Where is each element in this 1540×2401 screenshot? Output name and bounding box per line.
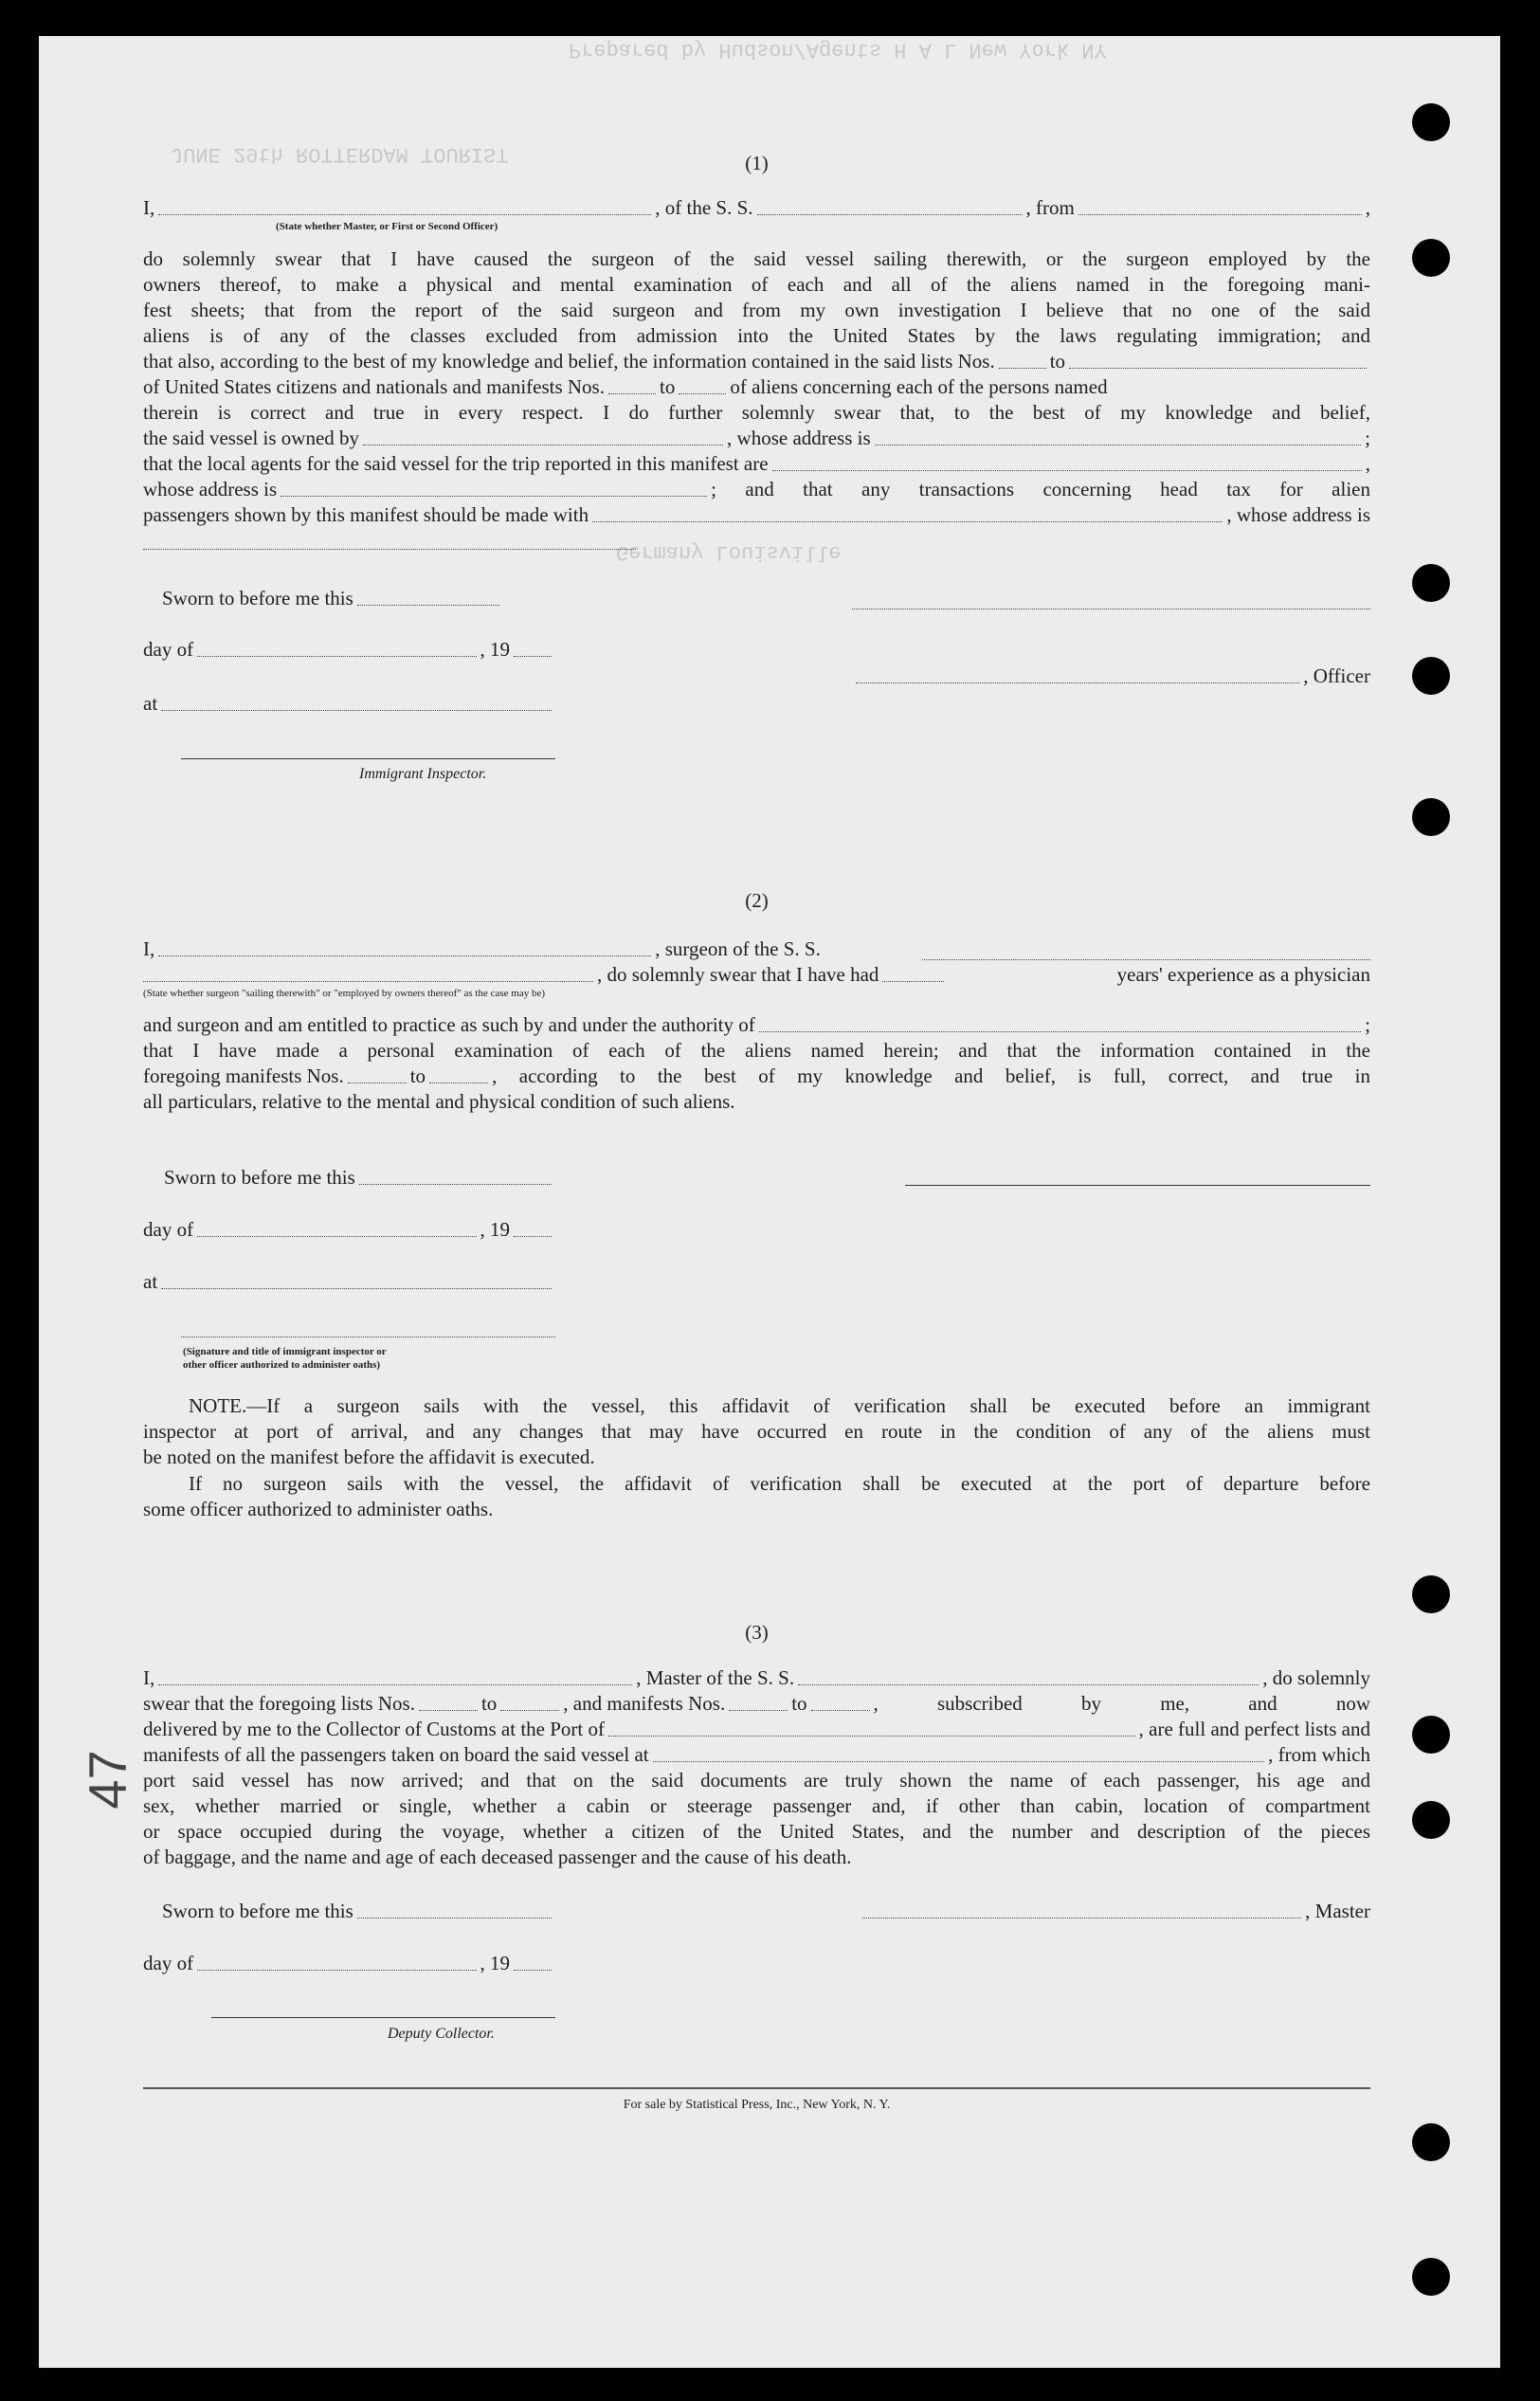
punch-hole <box>1412 1575 1450 1613</box>
section-3-line-2: swear that the foregoing lists Nos. to , and manifests Nos. to , subscribed by me, and now <box>143 1692 1370 1715</box>
owner-field[interactable] <box>363 445 723 446</box>
owner-address-field[interactable] <box>875 445 1361 446</box>
deputy-collector-caption: Deputy Collector. <box>388 2026 495 2042</box>
lists-to-field[interactable] <box>1069 368 1367 369</box>
note-line: some officer authorized to administer oaths. <box>143 1498 494 1520</box>
headtax-address-field[interactable] <box>143 528 636 550</box>
paragraph-line: foregoing manifests Nos. to , according to the best of my knowledge and belief, is full, correct, and true in <box>143 1064 1370 1087</box>
paragraph-line: therein is correct and true in every respect. I do further solemnly swear that, to the best of my knowledge and belief, <box>143 401 1370 424</box>
sworn-day-field[interactable] <box>357 605 499 606</box>
authority-field[interactable] <box>759 1031 1361 1032</box>
name-field[interactable] <box>158 214 651 215</box>
margin-handwritten-number: 47 <box>77 1750 137 1810</box>
paragraph-line: do solemnly swear that I have caused the surgeon of the said vessel sailing therewith, or the surgeon employed by the <box>143 247 1370 270</box>
note-line: inspector at port of arrival, and any changes that may have occurred en route in the condition of any of the aliens must <box>143 1420 1370 1443</box>
section-3-line-1: I, , Master of the S. S. , do solemnly <box>143 1666 1370 1689</box>
surgeon-name-field[interactable] <box>158 955 651 956</box>
footer-text: For sale by Statistical Press, Inc., New York, N. Y. <box>623 2098 891 2112</box>
manifests-from-field[interactable] <box>608 393 656 394</box>
section-1-line-1: I, , of the S. S. , from , <box>143 196 1370 219</box>
day-line: day of , 19 <box>143 1951 555 1976</box>
paragraph-line: all particulars, relative to the mental and physical condition of such aliens. <box>143 1090 735 1113</box>
agents-address-field[interactable] <box>281 496 707 497</box>
paragraph-line: whose address is ; and that any transactions concerning head tax for alien <box>143 478 1370 500</box>
paragraph-line: passengers shown by this manifest should be made with , whose address is <box>143 503 1370 526</box>
officer-signature-field[interactable] <box>856 682 1299 683</box>
manifests-from-field[interactable] <box>729 1710 788 1711</box>
port-field[interactable] <box>608 1736 1135 1737</box>
agents-field[interactable] <box>772 470 1362 471</box>
section-3-heading: (3) <box>745 1621 769 1644</box>
signature-caption-1: (Signature and title of immigrant inspector or <box>183 1346 387 1357</box>
note-label: NOTE. <box>189 1394 247 1417</box>
note-line: be noted on the manifest before the affidavit is executed. <box>143 1446 595 1468</box>
section-2-line-1: I, , surgeon of the S. S. <box>143 937 821 960</box>
day-of-field[interactable] <box>197 1970 476 1971</box>
paragraph-line: that the local agents for the said vessel for the trip reported in this manifest are , <box>143 452 1370 475</box>
sworn-day-field[interactable] <box>359 1184 552 1185</box>
note-line: If no surgeon sails with the vessel, the affidavit of verification shall be executed at the port of departure before <box>189 1472 1370 1495</box>
at-field[interactable] <box>161 1288 552 1289</box>
day-of-field[interactable] <box>197 1236 476 1237</box>
master-name-field[interactable] <box>158 1684 632 1685</box>
year-field[interactable] <box>514 1970 552 1971</box>
sworn-line: Sworn to before me this <box>162 586 503 611</box>
vessel-field[interactable] <box>757 214 1023 215</box>
punch-hole <box>1412 103 1450 141</box>
bleed-through-text: JUNE 29th ROTTERDAM TOURIST <box>171 142 509 166</box>
paragraph-line: of United States citizens and nationals and manifests Nos. to of aliens concerning each of the persons named <box>143 375 1108 398</box>
foregoing-to-field[interactable] <box>429 1082 488 1083</box>
punch-hole <box>1412 564 1450 602</box>
section-1-heading: (1) <box>745 152 769 174</box>
master-vessel-field[interactable] <box>798 1684 1259 1685</box>
sworn-day-field[interactable] <box>357 1918 552 1919</box>
paragraph-line: sex, whether married or single, whether a cabin or steerage passenger and, if other than cabin, location of compartment <box>143 1794 1370 1817</box>
paragraph-line: fest sheets; that from the report of the said surgeon and from my own investigation I believe that no one of the said <box>143 299 1370 321</box>
paragraph-line: that also, according to the best of my knowledge and belief, the information contained in the said lists Nos. to <box>143 349 1370 374</box>
paragraph-line: of baggage, and the name and age of each deceased passenger and the cause of his death. <box>143 1846 852 1868</box>
section-2-heading: (2) <box>745 889 769 912</box>
year-field[interactable] <box>514 1236 552 1237</box>
day-line: day of , 19 <box>143 1217 555 1243</box>
officer-signature-top-field[interactable] <box>852 588 1370 609</box>
paragraph-line: aliens is of any of the classes excluded from admission into the United States by the laws regulating immigration; and <box>143 324 1370 347</box>
surgeon-vessel-field[interactable] <box>922 938 1370 960</box>
day-of-field[interactable] <box>197 656 476 657</box>
departure-port-field[interactable] <box>653 1761 1265 1762</box>
paragraph-line: port said vessel has now arrived; and that on the said documents are truly shown the name of each passenger, his age and <box>143 1769 1370 1792</box>
inspector-signature-line[interactable] <box>181 758 555 759</box>
lists-to-field[interactable] <box>500 1710 559 1711</box>
section-3-line-4: manifests of all the passengers taken on board the said vessel at , from which <box>143 1743 1370 1766</box>
sworn-line: Sworn to before me this <box>164 1165 555 1191</box>
at-line: at <box>143 691 555 717</box>
note-line: NOTE. —If a surgeon sails with the vessel, this affidavit of verification shall be executed before an immigrant <box>189 1394 1370 1417</box>
sworn-line: Sworn to before me this <box>162 1899 555 1924</box>
surgeon-signature-line[interactable] <box>905 1185 1370 1186</box>
foregoing-from-field[interactable] <box>348 1082 407 1083</box>
immigrant-inspector-caption: Immigrant Inspector. <box>359 766 487 782</box>
punch-hole <box>1412 2258 1450 2296</box>
at-field[interactable] <box>161 710 552 711</box>
punch-hole <box>1412 1801 1450 1839</box>
bleed-through-text: Germany Louisville <box>616 540 842 564</box>
bleed-through-text: Prepared by Hudson/Agents H A L New York NY <box>569 38 1107 62</box>
section-3-line-3: delivered by me to the Collector of Customs at the Port of , are full and perfect lists and <box>143 1718 1370 1740</box>
paragraph-line: that I have made a personal examination of each of the aliens named herein; and that the information contained in the <box>143 1039 1370 1062</box>
paragraph-line: the said vessel is owned by , whose address is ; <box>143 427 1370 449</box>
deputy-signature-line[interactable] <box>211 2017 555 2018</box>
punch-hole <box>1412 1716 1450 1754</box>
section-2-line-2: , do solemnly swear that I have had years' experience as a physician <box>143 962 1370 988</box>
day-line: day of , 19 <box>143 637 555 663</box>
lists-from-field[interactable] <box>999 368 1046 369</box>
master-signature-field[interactable] <box>862 1918 1301 1919</box>
punch-hole <box>1412 2123 1450 2161</box>
paragraph-line: or space occupied during the voyage, whether a citizen of the United States, and the number and description of the pieces <box>143 1820 1370 1843</box>
master-signature-line: , Master <box>859 1899 1370 1924</box>
years-experience-field[interactable] <box>882 981 944 982</box>
punch-hole <box>1412 798 1450 836</box>
headtax-party-field[interactable] <box>592 521 1223 522</box>
manifests-to-field[interactable] <box>811 1710 870 1711</box>
year-field[interactable] <box>514 656 552 657</box>
surgeon-status-field[interactable] <box>143 981 593 982</box>
manifests-to-field[interactable] <box>679 393 726 394</box>
at-line: at <box>143 1269 555 1295</box>
section-1-caption: (State whether Master, or First or Second Officer) <box>276 221 498 232</box>
officer-line: , Officer <box>852 664 1370 689</box>
punch-hole <box>1412 657 1450 695</box>
paragraph-line: and surgeon and am entitled to practice as such by and under the authority of ; <box>143 1013 1370 1036</box>
paragraph-line: owners thereof, to make a physical and mental examination of each and all of the aliens named in the foregoing mani- <box>143 273 1370 296</box>
section-2-caption: (State whether surgeon "sailing therewith" or "employed by owners thereof" as the case may be) <box>143 988 546 999</box>
lists-from-field[interactable] <box>419 1710 478 1711</box>
from-field[interactable] <box>1078 214 1362 215</box>
footer-rule <box>143 2087 1370 2089</box>
punch-hole <box>1412 239 1450 277</box>
signature-caption-2: other officer authorized to administer oaths) <box>183 1359 381 1371</box>
